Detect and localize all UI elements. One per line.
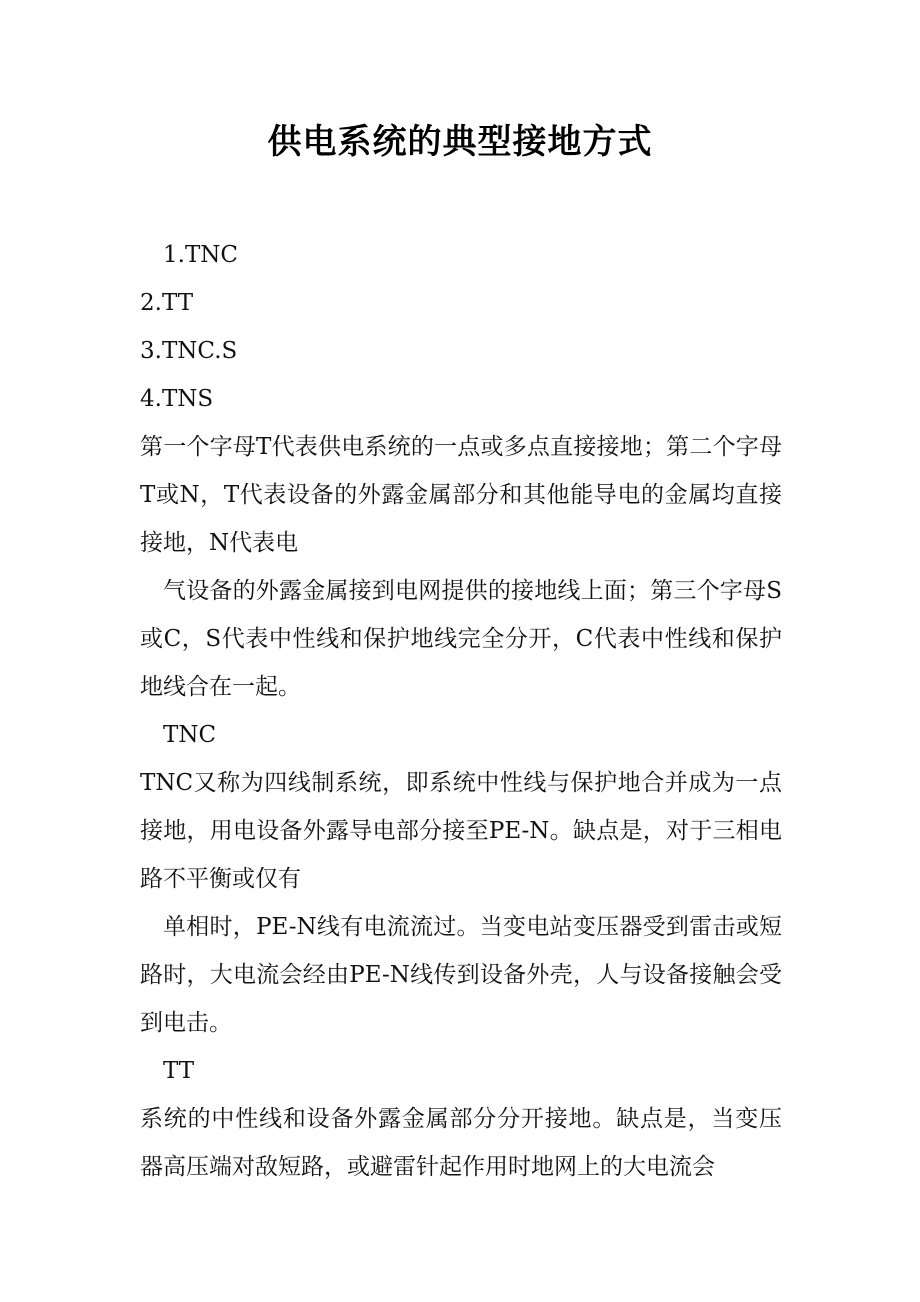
list-item-tnc: 1.TNC xyxy=(163,242,239,268)
paragraph-tt-1: 系统的中性线和设备外露金属部分分开接地。缺点是，当变压器高压端对敌短路，或避雷针起作用时地网上的大电流会 xyxy=(140,1106,782,1180)
list-item-tnc-s: 3.TNC.S xyxy=(140,338,238,364)
section-heading-tnc: TNC xyxy=(163,722,217,748)
paragraph-intro-1: 第一个字母T代表供电系统的一点或多点直接接地；第二个字母T或N，T代表设备的外露金属部分和其他能导电的金属均直接接地，N代表电 xyxy=(140,434,782,556)
document-title: 供电系统的典型接地方式 xyxy=(267,122,653,162)
paragraph-intro-2: 气设备的外露金属接到电网提供的接地线上面；第三个字母S或C，S代表中性线和保护地线完全分开，C代表中性线和保护地线合在一起。 xyxy=(140,578,782,700)
list-item-tns: 4.TNS xyxy=(140,386,214,412)
paragraph-tnc-2: 单相时，PE-N线有电流流过。当变电站变压器受到雷击或短路时，大电流会经由PE-N线传到设备外壳，人与设备接触会受到电击。 xyxy=(140,914,782,1036)
paragraph-tnc-1: TNC又称为四线制系统，即系统中性线与保护地合并成为一点接地，用电设备外露导电部分接至PE-N。缺点是，对于三相电路不平衡或仅有 xyxy=(140,770,782,892)
list-item-tt: 2.TT xyxy=(140,290,194,316)
document-body xyxy=(140,231,782,1191)
section-heading-tt: TT xyxy=(163,1058,195,1084)
